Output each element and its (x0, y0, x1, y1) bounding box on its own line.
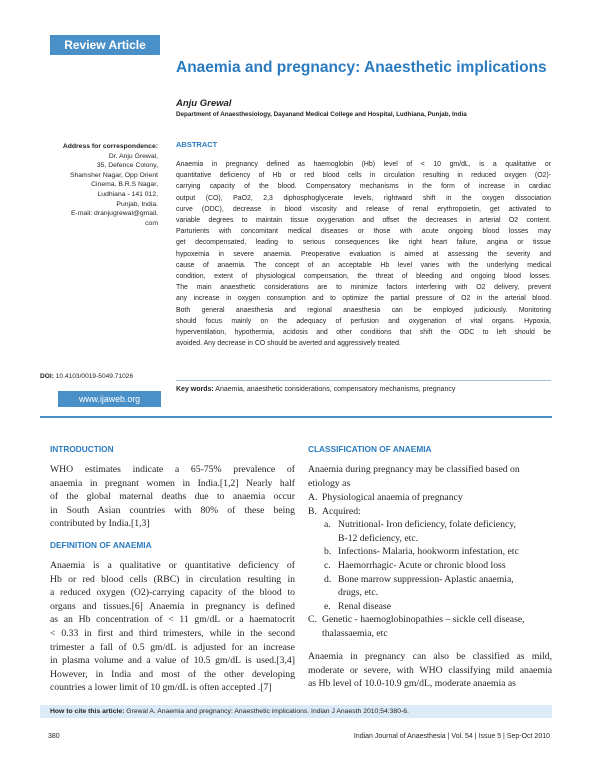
email-line[interactable]: com (145, 219, 158, 227)
page-number: 380 (48, 733, 60, 740)
text-line: output (CO), PaO2, 2,3 diphosphoglycerate levels, rightward shift in the oxygen dissociation (176, 194, 551, 202)
text-line: as an Hb concentration of < 11 gm/dL or a haematocrit (50, 614, 295, 626)
address-line: Punjab, India. (116, 200, 158, 208)
text-line: in South Asian countries with 80% of these being (50, 504, 295, 516)
citation-box (40, 705, 552, 718)
text-line: hypoxemia in severe anaemia. Preoperative evaluation is aimed at assessing the severity and (176, 250, 551, 258)
section-heading-introduction: INTRODUCTION (50, 444, 114, 454)
list-item (308, 627, 552, 641)
list-item-text: Bone marrow suppression- Aplastic anaemia, (338, 573, 514, 585)
text-line: anaemia in pregnant women in India.[1,2] Nearly half (50, 477, 295, 489)
text-line: variable degrees to maintain tissue oxygenation and offset the decreases in arterial O2 content. (176, 217, 551, 225)
list-item-label: b. (324, 546, 332, 558)
classification-outro (308, 650, 552, 691)
text-line: Anaemia during pregnancy may be classified based on (308, 464, 520, 475)
address-line: Cinema, B.R.S Nagar, (91, 181, 158, 189)
text-line: any increase in oxygen consumption and to optimize the partial pressure of O2 in the arterial blood. (176, 295, 551, 303)
text-line: get decompensated, leading to serious consequences like right heart failure, angina or tissue (176, 239, 551, 247)
text-line: countries a lower limit of 10 gm/dL is often accepted .[7] (50, 682, 272, 694)
text-line: Anaemia is a qualitative or quantitative deficiency of (50, 560, 295, 571)
section-heading-definition: DEFINITION OF ANAEMIA (50, 540, 152, 550)
definition-text (50, 559, 295, 695)
address-line: Shamsher Nagar, Opp Orient (69, 171, 158, 179)
text-line: condition, extent of physiological compensation, the threat of bleeding and ongoing blood losses. (176, 273, 551, 281)
text-line: avoided. Any decrease in CO should be averted and aggressively treated. (176, 340, 401, 348)
list-item-text: thalassaemia, etc (322, 627, 388, 639)
introduction-text (50, 463, 295, 531)
list-item (308, 491, 552, 505)
text-line: a reduced oxygen (O2)-carrying capacity of the blood to (50, 587, 295, 599)
list-item-label: d. (324, 573, 332, 585)
text-line: contributed by India.[1,3] (50, 518, 150, 530)
list-item (308, 518, 552, 532)
list-item-text: Haemorrhagic- Acute or chronic blood loss (338, 559, 506, 571)
website-link[interactable]: www.ijaweb.org (58, 391, 161, 407)
list-item (308, 586, 552, 600)
list-item-label: C. (308, 614, 317, 626)
author-name: Anju Grewal (176, 98, 232, 109)
list-item-text: Infections- Malaria, hookworm infestation, etc (338, 546, 519, 558)
keywords-text: Anaemia, anaesthetic considerations, compensatory mechanisms, pregnancy (215, 386, 456, 393)
divider (176, 380, 551, 381)
list-item-text: Genetic - haemoglobinopathies – sickle cell disease, (322, 614, 525, 626)
divider (40, 416, 552, 418)
text-line: as Hb level of 10.0-10.9 gm/dL, moderate anaemia as (308, 678, 516, 690)
text-line: Both general anaesthesia and regional anaesthesia can be employed judiciously. Monitoring (176, 306, 551, 314)
text-line: However, in India and most of the other developing (50, 668, 295, 680)
text-line: curve (ODC), decrease in blood viscosity and release of renal erythropoietin, get activated to (176, 205, 551, 213)
journal-info: Indian Journal of Anaesthesia | Vol. 54 | Issue 5 | Sep-Oct 2010 (353, 733, 550, 740)
text-line: WHO estimates indicate a 65-75% prevalence of (50, 464, 295, 475)
list-item-text: drugs, etc. (338, 587, 379, 599)
classification-list (308, 491, 552, 641)
list-item-text: Physiological anaemia of pregnancy (322, 492, 463, 503)
list-item-label: B. (308, 505, 317, 517)
text-line: Hb or red blood cells (RBC) in circulation resulting in (50, 573, 295, 585)
text-line: cause of anaemia. The concept of an acceptable Hb level varies with the underlying medical (176, 261, 551, 269)
text-line: The main anaesthetic considerations are to minimize factors interfering with O2 delivery, prevent (176, 284, 551, 292)
doi (40, 373, 162, 380)
text-line: < 0.33 in first and third trimesters, while in the second (50, 627, 295, 639)
list-item-text: Nutritional- Iron deficiency, folate deficiency, (338, 519, 516, 531)
text-line: of the global maternal deaths due to anaemia occur (50, 491, 295, 503)
list-item (308, 613, 552, 627)
list-item (308, 559, 552, 573)
text-line: etiology as (308, 477, 351, 489)
text-line: hyperventilation, hypothermia, acidosis and other conditions that shift the ODC to left should be (176, 329, 551, 337)
correspondence-address (40, 142, 158, 228)
address-line: Ludhiana - 141 012, (97, 190, 158, 198)
text-line: should focus mainly on the adequacy of perfusion and oxygenation of vital organs. Hypoxia, (176, 317, 551, 325)
list-item (308, 573, 552, 587)
list-item-label: e. (324, 600, 331, 612)
address-line: 35, Defence Colony, (96, 162, 158, 170)
text-line: quantitative deficiency of Hb or red blood cells in circulation resulting in reduced oxygen (O2)- (176, 172, 551, 180)
email-line[interactable]: E-mail: dranjugrewal@gmail. (71, 210, 158, 218)
doi-value[interactable]: 10.4103/0019-5049.71026 (55, 373, 134, 380)
keywords-label: Key words: (176, 386, 214, 393)
abstract-body (176, 159, 551, 349)
text-line: Anaemia in pregnancy defined as haemoglobin (Hb) level of < 10 gm/dL, is a qualitative or (176, 161, 551, 168)
address-heading: Address for correspondence: (62, 143, 158, 150)
citation-text: Grewal A. Anaemia and pregnancy: Anaesthetic implications. Indian J Anaesth 2010;54:380-6. (126, 708, 409, 715)
list-item (308, 600, 552, 614)
list-item-text: B-12 deficiency, etc. (338, 532, 419, 544)
abstract-heading: ABSTRACT (176, 140, 218, 149)
list-item-label: A. (308, 492, 318, 503)
citation-label: How to cite this article: (50, 708, 125, 715)
text-line: Anaemia in pregnancy can also be classified as mild, (308, 651, 552, 662)
list-item-text: Acquired: (322, 505, 361, 517)
doi-label: DOI: (40, 373, 54, 380)
list-item (308, 505, 552, 519)
list-item-label: a. (324, 519, 331, 531)
text-line: carrying capacity of the blood. Compensatory mechanisms in the form of increase in cardiac (176, 183, 551, 191)
list-item-label: c. (324, 559, 331, 571)
list-item-text: Renal disease (338, 600, 391, 612)
list-item (308, 532, 552, 546)
address-line: Dr. Anju Grewal, (108, 152, 158, 160)
text-line: in plasma volume and a value of 10.5 gm/dL is used.[3,4] (50, 655, 295, 667)
text-line: organs and tissues.[6] Anaemia in pregnancy is defined (50, 600, 295, 612)
text-line: trimester a fall of 0.5 gm/dL is adjusted for an increase (50, 641, 295, 653)
article-type-badge: Review Article (50, 35, 160, 55)
classification-intro (308, 463, 552, 490)
section-heading-classification: CLASSIFICATION OF ANAEMIA (308, 444, 432, 454)
text-line: moderate or severe, with WHO classifying mild anaemia (308, 664, 552, 676)
keywords (176, 386, 455, 393)
list-item (308, 545, 552, 559)
article-title: Anaemia and pregnancy: Anaesthetic implications (176, 59, 547, 76)
text-line: Parturients with concomitant medical diseases or those with acute ongoing blood losses may (176, 228, 551, 236)
author-affiliation: Department of Anaesthesiology, Dayanand Medical College and Hospital, Ludhiana, Punjab, India (176, 111, 467, 118)
